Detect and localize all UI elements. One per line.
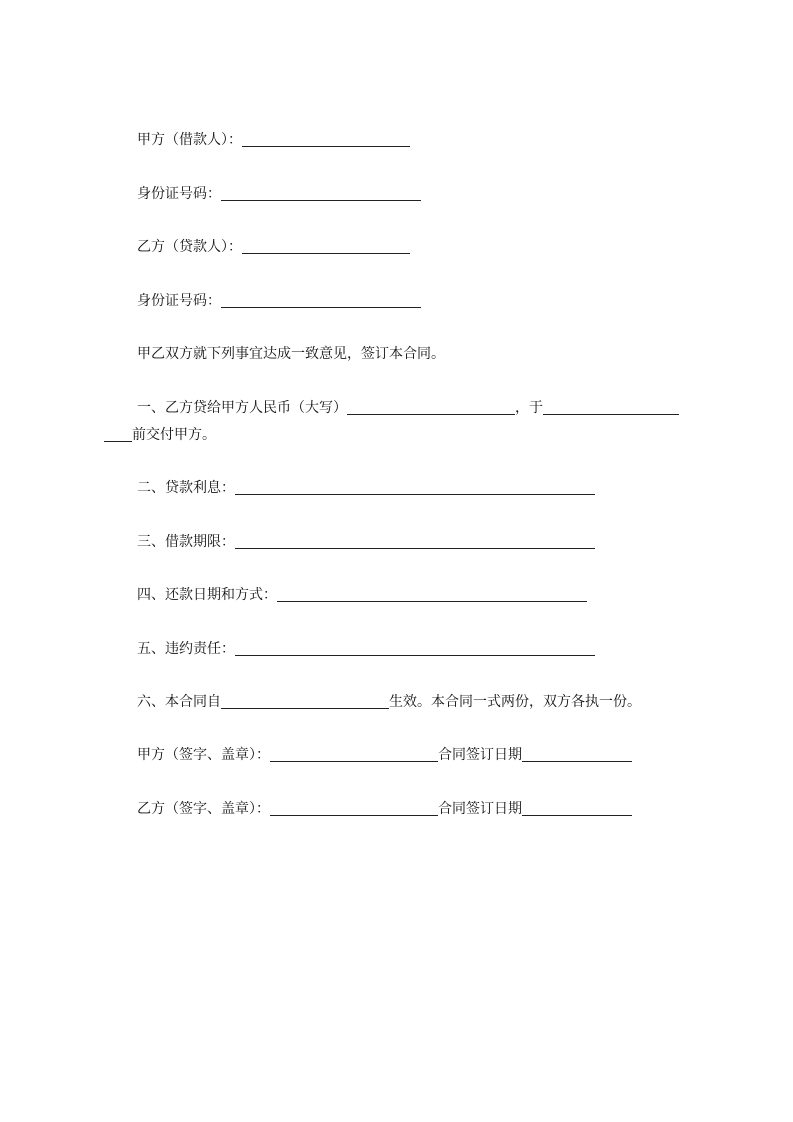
effective-date-blank[interactable]	[221, 694, 389, 709]
clause-1-line-2	[104, 425, 216, 445]
party-b-blank[interactable]	[242, 239, 410, 254]
sign-a-line	[137, 745, 632, 765]
loan-term-blank[interactable]	[235, 534, 595, 549]
clause-3-line	[137, 532, 595, 552]
clause-6-text-1: 六、本合同自	[137, 694, 221, 710]
party-b-label: 乙方（贷款人）：	[137, 239, 242, 255]
repayment-blank[interactable]	[277, 587, 587, 602]
interest-blank[interactable]	[235, 480, 595, 495]
agreement-intro: 甲乙双方就下列事宜达成一致意见，签订本合同。	[137, 346, 445, 362]
clause-4-label: 四、还款日期和方式：	[137, 587, 277, 603]
sign-a-blank[interactable]	[270, 747, 438, 762]
clause-2-line	[137, 478, 595, 498]
clause-5-line	[137, 639, 595, 659]
id-b-blank[interactable]	[221, 293, 421, 308]
party-b-line	[137, 237, 410, 257]
sign-b-label: 乙方（签字、盖章）：	[137, 801, 270, 817]
delivery-date-blank-cont[interactable]	[104, 427, 132, 442]
party-a-blank[interactable]	[242, 132, 410, 147]
id-b-line	[137, 291, 421, 311]
delivery-date-blank[interactable]	[543, 400, 679, 415]
clause-1-text-1: 一、乙方贷给甲方人民币（大写）	[137, 400, 347, 416]
id-b-label: 身份证号码：	[137, 293, 221, 309]
sign-b-line	[137, 799, 632, 819]
party-a-label: 甲方（借款人）：	[137, 132, 242, 148]
clause-3-label: 三、借款期限：	[137, 534, 235, 550]
clause-2-label: 二、贷款利息：	[137, 480, 235, 496]
id-a-label: 身份证号码：	[137, 186, 221, 202]
sign-b-blank[interactable]	[270, 801, 438, 816]
clause-1-text-3: 前交付甲方。	[132, 427, 216, 443]
loan-amount-blank[interactable]	[347, 400, 515, 415]
id-a-blank[interactable]	[221, 186, 421, 201]
sign-a-date-label: 合同签订日期	[438, 747, 522, 763]
clause-6-line	[137, 692, 641, 712]
sign-a-label: 甲方（签字、盖章）：	[137, 747, 270, 763]
id-a-line	[137, 184, 421, 204]
party-a-line	[137, 130, 410, 150]
sign-b-date-label: 合同签订日期	[438, 801, 522, 817]
clause-4-line	[137, 585, 587, 605]
clause-5-label: 五、违约责任：	[137, 641, 235, 657]
clause-6-text-2: 生效。本合同一式两份，双方各执一份。	[389, 694, 641, 710]
sign-a-date-blank[interactable]	[522, 747, 632, 762]
liability-blank[interactable]	[235, 641, 595, 656]
clause-1-line-1	[137, 398, 679, 418]
sign-b-date-blank[interactable]	[522, 801, 632, 816]
clause-1-text-2: ，于	[515, 400, 543, 416]
